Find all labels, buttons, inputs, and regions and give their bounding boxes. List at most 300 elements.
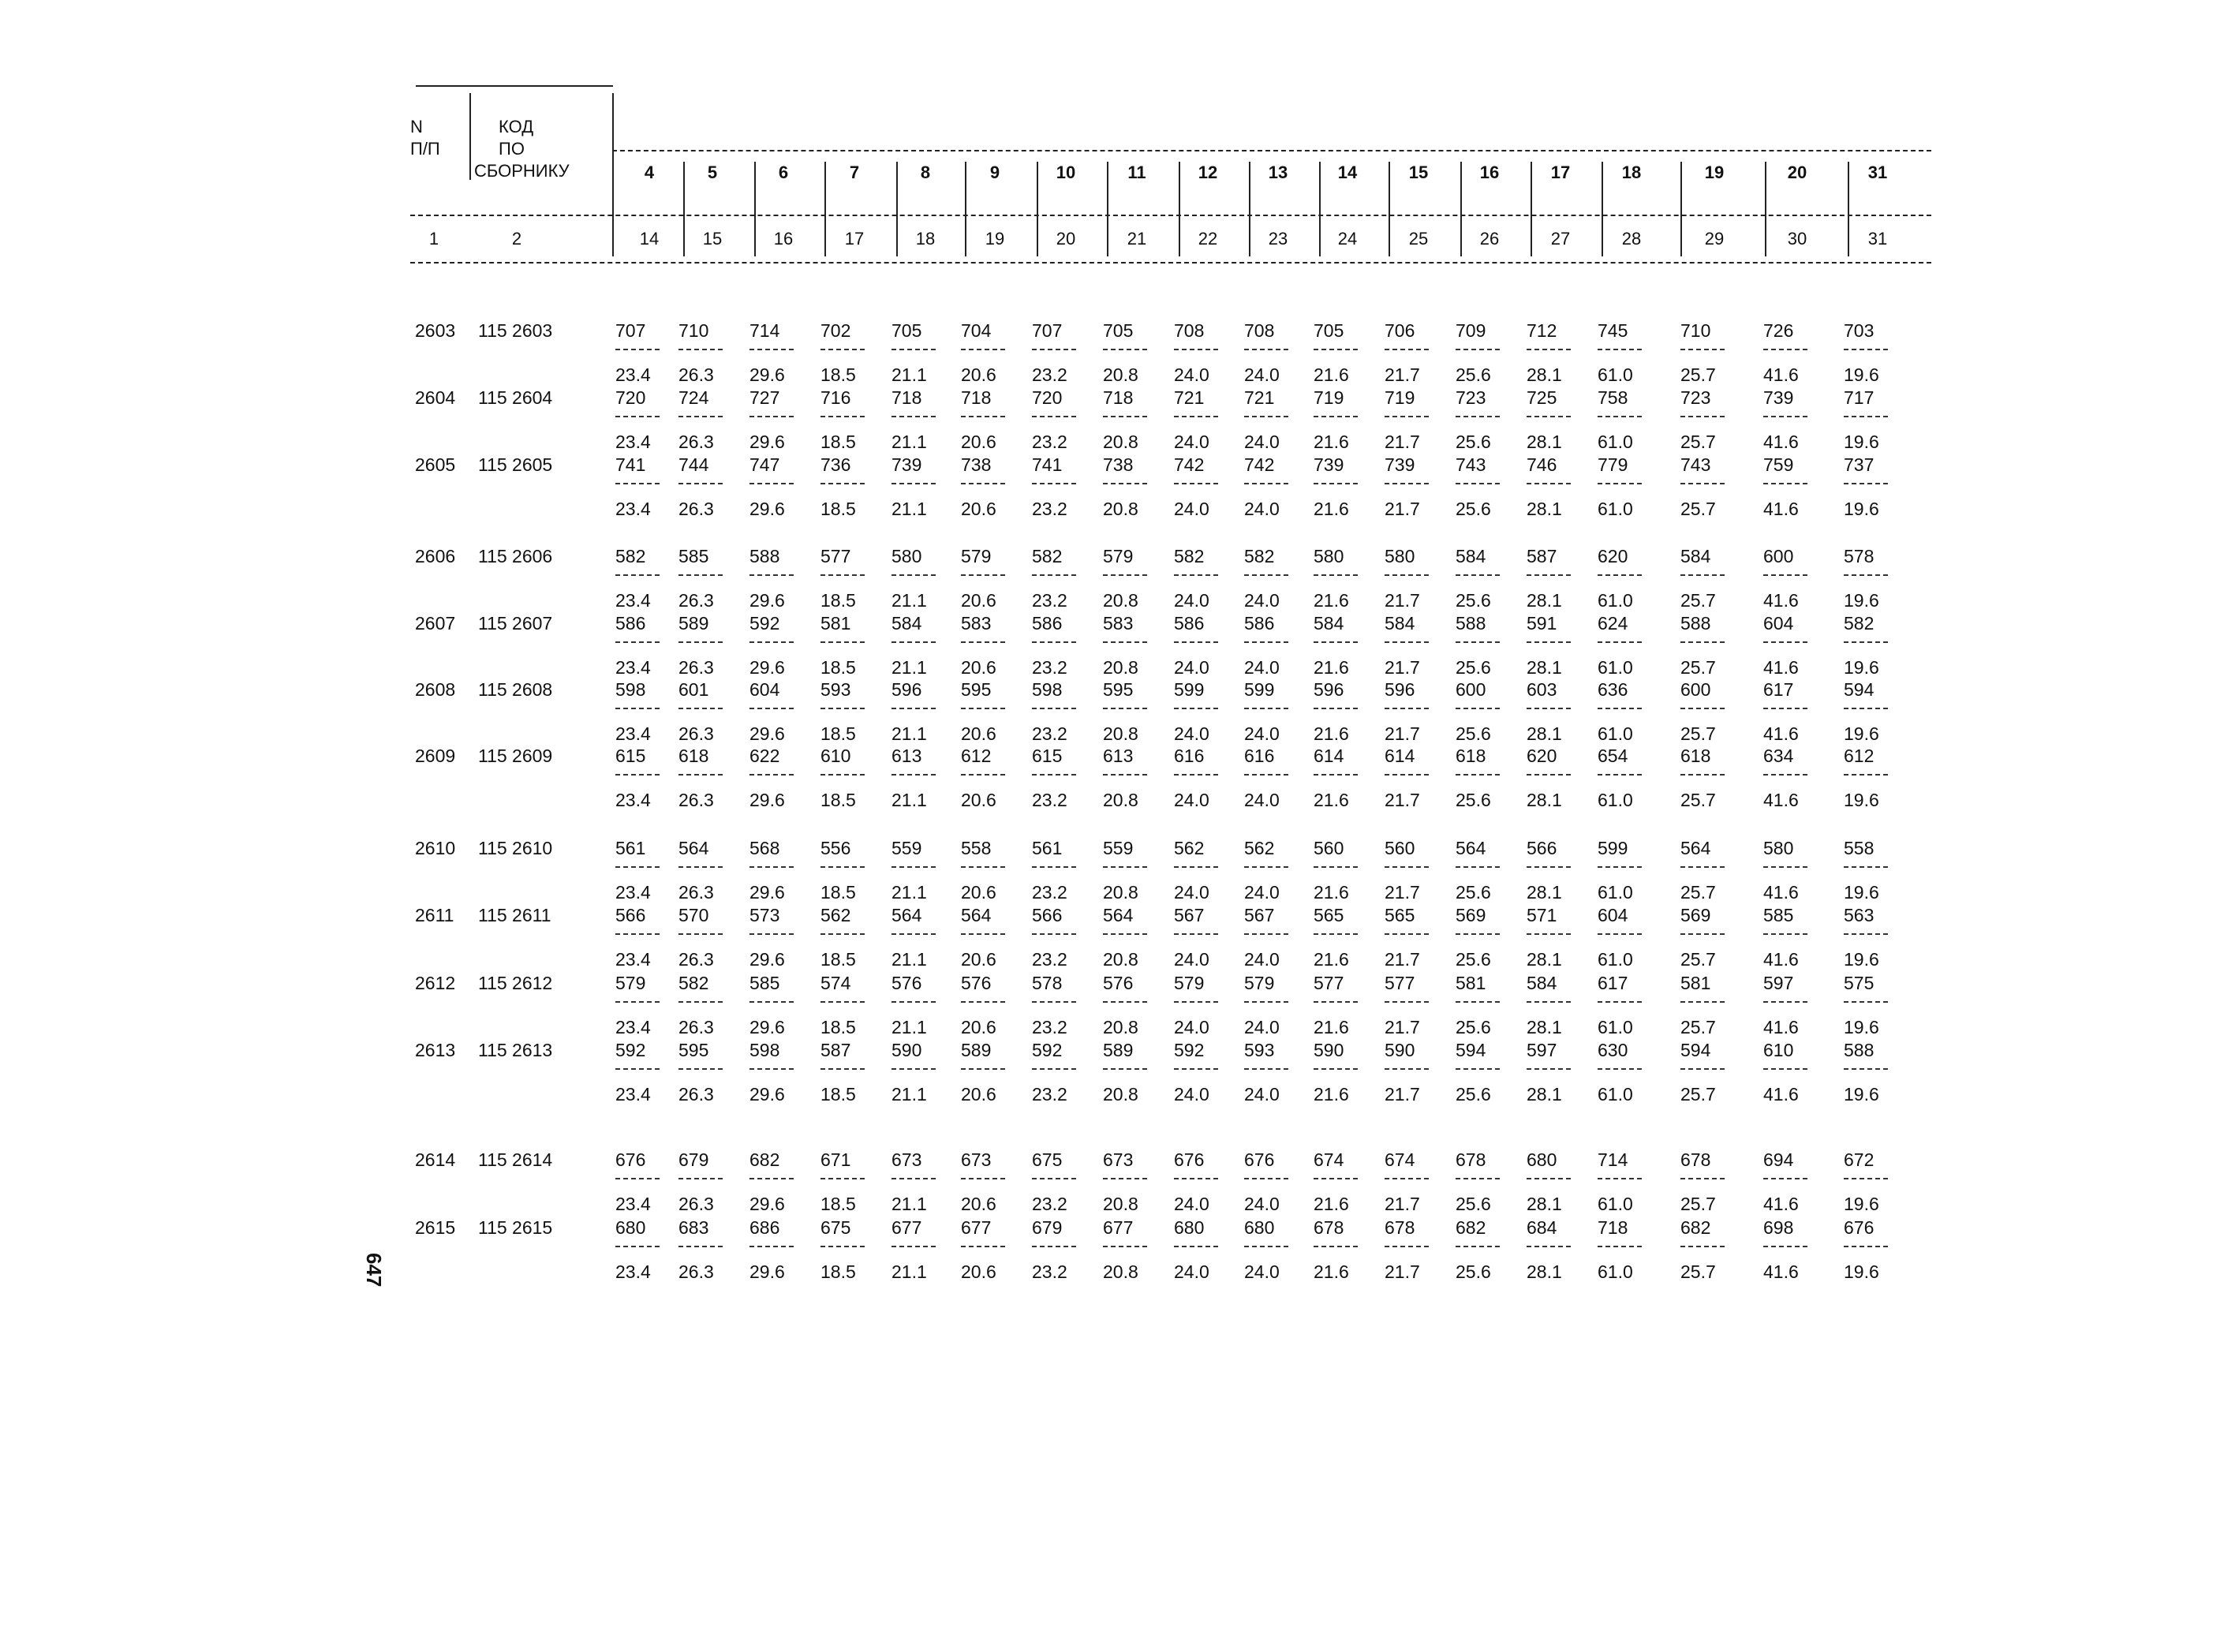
fraction-line xyxy=(1385,1178,1429,1179)
table-cell-value: 739 xyxy=(1314,454,1344,475)
header-column-number: 9 xyxy=(989,163,1000,182)
table-cell-coefficient: 21.1 xyxy=(891,590,927,611)
table-cell-value: 582 xyxy=(1844,613,1875,634)
table-cell-value: 594 xyxy=(1456,1040,1486,1060)
table-cell-coefficient: 24.0 xyxy=(1174,364,1209,385)
table-cell-value: 576 xyxy=(1103,973,1134,993)
row-code: 115 2607 xyxy=(478,613,553,634)
table-cell-coefficient: 29.6 xyxy=(749,432,785,452)
fraction-line xyxy=(1032,641,1076,643)
fraction-line xyxy=(749,774,794,776)
fraction-line xyxy=(1844,641,1888,643)
table-cell-value: 560 xyxy=(1314,838,1344,858)
table-cell-value: 579 xyxy=(961,546,992,566)
table-cell-value: 598 xyxy=(749,1040,780,1060)
table-cell-value: 584 xyxy=(1385,613,1415,634)
fraction-line xyxy=(1680,866,1725,868)
table-cell-value: 567 xyxy=(1244,905,1275,925)
table-cell-value: 676 xyxy=(1844,1217,1875,1238)
fraction-line xyxy=(1314,1178,1358,1179)
table-cell-coefficient: 20.8 xyxy=(1103,790,1138,810)
row-code: 115 2605 xyxy=(478,454,553,475)
table-cell-value: 677 xyxy=(961,1217,992,1238)
table-cell-coefficient: 20.8 xyxy=(1103,723,1138,744)
fraction-line xyxy=(1527,1246,1571,1247)
fraction-line xyxy=(1314,574,1358,576)
fraction-line xyxy=(1844,774,1888,776)
header-column-index: 30 xyxy=(1787,229,1807,249)
table-cell-value: 585 xyxy=(1763,905,1794,925)
table-cell-value: 573 xyxy=(749,905,780,925)
fraction-line xyxy=(1763,933,1807,935)
table-cell-value: 559 xyxy=(891,838,922,858)
table-cell-coefficient: 21.1 xyxy=(891,364,927,385)
table-cell-value: 584 xyxy=(1680,546,1711,566)
table-cell-coefficient: 23.4 xyxy=(615,432,651,452)
table-cell-value: 717 xyxy=(1844,387,1875,408)
table-cell-value: 595 xyxy=(678,1040,709,1060)
table-cell-value: 588 xyxy=(1844,1040,1875,1060)
fraction-line xyxy=(1103,1178,1147,1179)
fraction-line xyxy=(615,1068,660,1070)
fraction-line xyxy=(1598,866,1642,868)
fraction-line xyxy=(1385,1246,1429,1247)
table-cell-value: 576 xyxy=(961,973,992,993)
table-cell-value: 580 xyxy=(891,546,922,566)
table-cell-coefficient: 25.6 xyxy=(1456,790,1491,810)
table-cell-coefficient: 21.6 xyxy=(1314,1194,1349,1214)
fraction-line xyxy=(1456,708,1500,709)
table-cell-value: 721 xyxy=(1174,387,1205,408)
table-cell-value: 723 xyxy=(1456,387,1486,408)
table-cell-coefficient: 25.7 xyxy=(1680,949,1716,970)
table-cell-coefficient: 29.6 xyxy=(749,1017,785,1037)
fraction-line xyxy=(1680,574,1725,576)
table-cell-value: 739 xyxy=(891,454,922,475)
table-cell-value: 678 xyxy=(1385,1217,1415,1238)
fraction-line xyxy=(1103,933,1147,935)
row-code: 115 2603 xyxy=(478,320,553,341)
fraction-line xyxy=(1456,1001,1500,1003)
table-cell-value: 745 xyxy=(1598,320,1628,341)
header-column-index: 21 xyxy=(1127,229,1147,249)
table-cell-coefficient: 25.7 xyxy=(1680,1017,1716,1037)
table-cell-value: 708 xyxy=(1174,320,1205,341)
table-cell-coefficient: 25.7 xyxy=(1680,657,1716,678)
table-cell-value: 705 xyxy=(1314,320,1344,341)
table-cell-value: 616 xyxy=(1174,746,1205,766)
table-cell-value: 596 xyxy=(1314,679,1344,700)
table-cell-value: 614 xyxy=(1314,746,1344,766)
table-cell-coefficient: 23.2 xyxy=(1032,790,1067,810)
table-cell-coefficient: 24.0 xyxy=(1244,590,1280,611)
fraction-line xyxy=(678,641,723,643)
row-number: 2608 xyxy=(415,679,456,700)
row-code: 115 2615 xyxy=(478,1217,553,1238)
table-cell-coefficient: 21.7 xyxy=(1385,499,1420,519)
table-cell-coefficient: 23.2 xyxy=(1032,1261,1067,1282)
table-cell-value: 560 xyxy=(1385,838,1415,858)
row-code: 115 2609 xyxy=(478,746,553,766)
table-cell-value: 604 xyxy=(1598,905,1628,925)
table-cell-value: 582 xyxy=(1032,546,1063,566)
header-column-index: 25 xyxy=(1408,229,1429,249)
table-cell-coefficient: 24.0 xyxy=(1244,1261,1280,1282)
table-cell-coefficient: 28.1 xyxy=(1527,499,1562,519)
fraction-line xyxy=(1456,866,1500,868)
fraction-line xyxy=(1174,416,1218,417)
table-cell-value: 592 xyxy=(1032,1040,1063,1060)
header-pp-label: П/П xyxy=(410,139,440,159)
table-cell-value: 581 xyxy=(820,613,851,634)
table-cell-value: 719 xyxy=(1314,387,1344,408)
table-cell-value: 564 xyxy=(1456,838,1486,858)
fraction-line xyxy=(1456,416,1500,417)
header-column-number: 18 xyxy=(1621,163,1642,182)
table-cell-coefficient: 24.0 xyxy=(1244,432,1280,452)
table-cell-coefficient: 21.1 xyxy=(891,1017,927,1037)
fraction-line xyxy=(749,349,794,350)
fraction-line xyxy=(678,1068,723,1070)
table-cell-value: 720 xyxy=(1032,387,1063,408)
table-cell-coefficient: 29.6 xyxy=(749,1084,785,1104)
table-cell-coefficient: 21.1 xyxy=(891,1261,927,1282)
table-cell-coefficient: 21.1 xyxy=(891,790,927,810)
table-cell-value: 682 xyxy=(1680,1217,1711,1238)
header-column-divider xyxy=(1107,162,1108,256)
table-cell-value: 585 xyxy=(749,973,780,993)
table-cell-value: 743 xyxy=(1456,454,1486,475)
table-cell-coefficient: 19.6 xyxy=(1844,432,1879,452)
table-cell-value: 704 xyxy=(961,320,992,341)
table-cell-value: 680 xyxy=(1174,1217,1205,1238)
table-cell-coefficient: 61.0 xyxy=(1598,1261,1633,1282)
fraction-line xyxy=(961,933,1005,935)
table-cell-coefficient: 20.8 xyxy=(1103,657,1138,678)
table-cell-value: 593 xyxy=(1244,1040,1275,1060)
fraction-line xyxy=(1680,641,1725,643)
row-number: 2611 xyxy=(415,905,454,925)
table-cell-value: 718 xyxy=(1103,387,1134,408)
table-cell-value: 588 xyxy=(749,546,780,566)
header-column-number: 16 xyxy=(1479,163,1500,182)
fraction-line xyxy=(961,774,1005,776)
fraction-line xyxy=(749,933,794,935)
fraction-line xyxy=(1598,1068,1642,1070)
fraction-line xyxy=(1680,1001,1725,1003)
fraction-line xyxy=(1314,416,1358,417)
table-cell-value: 673 xyxy=(961,1149,992,1170)
table-cell-value: 576 xyxy=(891,973,922,993)
fraction-line xyxy=(749,1001,794,1003)
fraction-line xyxy=(1680,1178,1725,1179)
table-cell-value: 680 xyxy=(1527,1149,1557,1170)
table-cell-value: 716 xyxy=(820,387,851,408)
fraction-line xyxy=(961,349,1005,350)
fraction-line xyxy=(891,1068,936,1070)
fraction-line xyxy=(1174,1246,1218,1247)
table-cell-value: 591 xyxy=(1527,613,1557,634)
table-cell-value: 592 xyxy=(615,1040,646,1060)
fraction-line xyxy=(1385,708,1429,709)
table-cell-coefficient: 23.4 xyxy=(615,1017,651,1037)
table-cell-value: 741 xyxy=(1032,454,1063,475)
table-cell-coefficient: 20.6 xyxy=(961,657,996,678)
table-cell-value: 675 xyxy=(1032,1149,1063,1170)
table-cell-coefficient: 21.7 xyxy=(1385,882,1420,903)
fraction-line xyxy=(1527,1001,1571,1003)
table-cell-coefficient: 19.6 xyxy=(1844,790,1879,810)
table-cell-coefficient: 23.2 xyxy=(1032,432,1067,452)
fraction-line xyxy=(1527,574,1571,576)
fraction-line xyxy=(1598,641,1642,643)
fraction-line xyxy=(820,1246,865,1247)
fraction-line xyxy=(1763,708,1807,709)
table-cell-value: 712 xyxy=(1527,320,1557,341)
fraction-line xyxy=(615,1246,660,1247)
fraction-line xyxy=(1032,866,1076,868)
table-cell-value: 779 xyxy=(1598,454,1628,475)
fraction-line xyxy=(615,641,660,643)
fraction-line xyxy=(1680,1068,1725,1070)
header-index-1: 1 xyxy=(428,229,439,249)
table-cell-value: 741 xyxy=(615,454,646,475)
table-cell-coefficient: 61.0 xyxy=(1598,364,1633,385)
fraction-line xyxy=(678,866,723,868)
table-cell-coefficient: 20.8 xyxy=(1103,432,1138,452)
fraction-line xyxy=(749,866,794,868)
fraction-line xyxy=(1032,1178,1076,1179)
table-cell-coefficient: 29.6 xyxy=(749,590,785,611)
table-cell-value: 556 xyxy=(820,838,851,858)
table-cell-coefficient: 41.6 xyxy=(1763,1194,1799,1214)
table-cell-value: 562 xyxy=(1174,838,1205,858)
row-code: 115 2610 xyxy=(478,838,553,858)
table-cell-value: 613 xyxy=(891,746,922,766)
table-cell-value: 596 xyxy=(891,679,922,700)
table-cell-coefficient: 23.4 xyxy=(615,657,651,678)
fraction-line xyxy=(1456,574,1500,576)
table-cell-value: 709 xyxy=(1456,320,1486,341)
header-column-index: 17 xyxy=(844,229,865,249)
table-cell-coefficient: 20.8 xyxy=(1103,364,1138,385)
table-cell-coefficient: 20.6 xyxy=(961,1194,996,1214)
table-cell-coefficient: 26.3 xyxy=(678,1017,714,1037)
table-cell-value: 562 xyxy=(820,905,851,925)
fraction-line xyxy=(1385,1068,1429,1070)
table-cell-coefficient: 19.6 xyxy=(1844,1194,1879,1214)
header-column-index: 14 xyxy=(639,229,660,249)
table-cell-value: 592 xyxy=(749,613,780,634)
table-cell-value: 707 xyxy=(1032,320,1063,341)
fraction-line xyxy=(961,708,1005,709)
row-code: 115 2612 xyxy=(478,973,553,993)
fraction-line xyxy=(891,416,936,417)
table-cell-value: 564 xyxy=(891,905,922,925)
table-cell-value: 630 xyxy=(1598,1040,1628,1060)
row-number: 2605 xyxy=(415,454,456,475)
table-cell-coefficient: 25.7 xyxy=(1680,364,1716,385)
table-cell-coefficient: 25.7 xyxy=(1680,590,1716,611)
table-cell-coefficient: 61.0 xyxy=(1598,499,1633,519)
table-cell-coefficient: 21.1 xyxy=(891,949,927,970)
table-cell-value: 682 xyxy=(1456,1217,1486,1238)
table-cell-value: 636 xyxy=(1598,679,1628,700)
table-cell-value: 672 xyxy=(1844,1149,1875,1170)
fraction-line xyxy=(891,483,936,484)
table-cell-coefficient: 26.3 xyxy=(678,1194,714,1214)
table-cell-coefficient: 29.6 xyxy=(749,790,785,810)
fraction-line xyxy=(1103,1068,1147,1070)
table-cell-value: 585 xyxy=(678,546,709,566)
fraction-line xyxy=(1385,641,1429,643)
table-cell-coefficient: 21.1 xyxy=(891,1194,927,1214)
fraction-line xyxy=(615,416,660,417)
fraction-line xyxy=(1103,1246,1147,1247)
table-cell-value: 724 xyxy=(678,387,709,408)
fraction-line xyxy=(1174,1068,1218,1070)
table-cell-coefficient: 21.7 xyxy=(1385,723,1420,744)
table-cell-coefficient: 18.5 xyxy=(820,364,856,385)
table-cell-coefficient: 28.1 xyxy=(1527,882,1562,903)
table-cell-value: 703 xyxy=(1844,320,1875,341)
fraction-line xyxy=(678,774,723,776)
fraction-line xyxy=(1385,866,1429,868)
fraction-line xyxy=(1763,349,1807,350)
table-cell-coefficient: 24.0 xyxy=(1174,882,1209,903)
table-cell-coefficient: 18.5 xyxy=(820,790,856,810)
fraction-line xyxy=(1314,708,1358,709)
table-cell-value: 714 xyxy=(1598,1149,1628,1170)
row-number: 2612 xyxy=(415,973,456,993)
header-column-number: 5 xyxy=(707,163,718,182)
table-cell-value: 738 xyxy=(1103,454,1134,475)
fraction-line xyxy=(1032,933,1076,935)
table-cell-value: 582 xyxy=(678,973,709,993)
header-column-number: 11 xyxy=(1127,163,1146,182)
fraction-line xyxy=(615,1178,660,1179)
table-cell-coefficient: 61.0 xyxy=(1598,882,1633,903)
table-cell-coefficient: 21.6 xyxy=(1314,364,1349,385)
table-cell-value: 744 xyxy=(678,454,709,475)
header-column-index: 24 xyxy=(1337,229,1358,249)
header-column-divider xyxy=(1249,162,1250,256)
header-n-label: N xyxy=(410,117,423,136)
table-cell-coefficient: 24.0 xyxy=(1244,723,1280,744)
table-cell-value: 584 xyxy=(1314,613,1344,634)
table-cell-value: 707 xyxy=(615,320,646,341)
table-cell-coefficient: 26.3 xyxy=(678,949,714,970)
row-number: 2615 xyxy=(415,1217,456,1238)
table-cell-coefficient: 25.6 xyxy=(1456,1261,1491,1282)
table-cell-coefficient: 25.6 xyxy=(1456,882,1491,903)
table-cell-value: 739 xyxy=(1763,387,1794,408)
fraction-line xyxy=(1763,774,1807,776)
fraction-line xyxy=(1174,1178,1218,1179)
header-column-divider xyxy=(1680,162,1682,256)
table-cell-value: 677 xyxy=(891,1217,922,1238)
fraction-line xyxy=(1103,708,1147,709)
fraction-line xyxy=(1244,574,1288,576)
table-cell-coefficient: 23.4 xyxy=(615,499,651,519)
fraction-line xyxy=(1598,416,1642,417)
fraction-line xyxy=(1103,641,1147,643)
table-cell-coefficient: 26.3 xyxy=(678,657,714,678)
row-code: 115 2614 xyxy=(478,1149,553,1170)
table-cell-coefficient: 20.8 xyxy=(1103,949,1138,970)
fraction-line xyxy=(1844,866,1888,868)
fraction-line xyxy=(1244,1068,1288,1070)
row-number: 2606 xyxy=(415,546,456,566)
table-cell-value: 565 xyxy=(1385,905,1415,925)
table-cell-coefficient: 29.6 xyxy=(749,1261,785,1282)
table-cell-value: 620 xyxy=(1527,746,1557,766)
table-cell-coefficient: 21.6 xyxy=(1314,1017,1349,1037)
fraction-line xyxy=(1680,416,1725,417)
header-index-2: 2 xyxy=(511,229,522,249)
table-cell-coefficient: 25.7 xyxy=(1680,499,1716,519)
header-column-index: 18 xyxy=(915,229,936,249)
fraction-line xyxy=(1385,483,1429,484)
fraction-line xyxy=(678,1001,723,1003)
header-column-divider xyxy=(1848,162,1849,256)
fraction-line xyxy=(1314,1068,1358,1070)
fraction-line xyxy=(1174,574,1218,576)
table-cell-coefficient: 26.3 xyxy=(678,364,714,385)
fraction-line xyxy=(1598,574,1642,576)
table-cell-coefficient: 21.1 xyxy=(891,1084,927,1104)
table-cell-value: 600 xyxy=(1456,679,1486,700)
table-cell-value: 581 xyxy=(1456,973,1486,993)
fraction-line xyxy=(820,1068,865,1070)
fraction-line xyxy=(891,1001,936,1003)
table-cell-coefficient: 26.3 xyxy=(678,723,714,744)
table-cell-value: 571 xyxy=(1527,905,1557,925)
table-cell-coefficient: 24.0 xyxy=(1174,1261,1209,1282)
fraction-line xyxy=(1527,708,1571,709)
table-cell-value: 561 xyxy=(1032,838,1063,858)
row-code: 115 2608 xyxy=(478,679,553,700)
header-column-number: 4 xyxy=(644,163,655,182)
table-cell-coefficient: 21.6 xyxy=(1314,1261,1349,1282)
fraction-line xyxy=(961,574,1005,576)
table-cell-coefficient: 61.0 xyxy=(1598,1084,1633,1104)
header-column-number: 13 xyxy=(1268,163,1288,182)
header-column-divider xyxy=(824,162,826,256)
table-cell-value: 673 xyxy=(1103,1149,1134,1170)
fraction-line xyxy=(1598,708,1642,709)
fraction-line xyxy=(1314,349,1358,350)
header-column-index: 27 xyxy=(1550,229,1571,249)
fraction-line xyxy=(749,574,794,576)
fraction-line xyxy=(1385,1001,1429,1003)
table-cell-coefficient: 28.1 xyxy=(1527,364,1562,385)
table-cell-coefficient: 21.1 xyxy=(891,657,927,678)
header-column-index: 15 xyxy=(702,229,723,249)
table-cell-coefficient: 21.6 xyxy=(1314,1084,1349,1104)
fraction-line xyxy=(1244,866,1288,868)
table-cell-coefficient: 23.4 xyxy=(615,364,651,385)
header-dash-rule xyxy=(410,215,1931,216)
table-cell-value: 678 xyxy=(1456,1149,1486,1170)
fraction-line xyxy=(1456,641,1500,643)
table-cell-coefficient: 61.0 xyxy=(1598,723,1633,744)
table-cell-coefficient: 20.6 xyxy=(961,1261,996,1282)
table-cell-coefficient: 25.6 xyxy=(1456,949,1491,970)
table-cell-value: 624 xyxy=(1598,613,1628,634)
table-cell-coefficient: 26.3 xyxy=(678,790,714,810)
table-cell-coefficient: 19.6 xyxy=(1844,882,1879,903)
